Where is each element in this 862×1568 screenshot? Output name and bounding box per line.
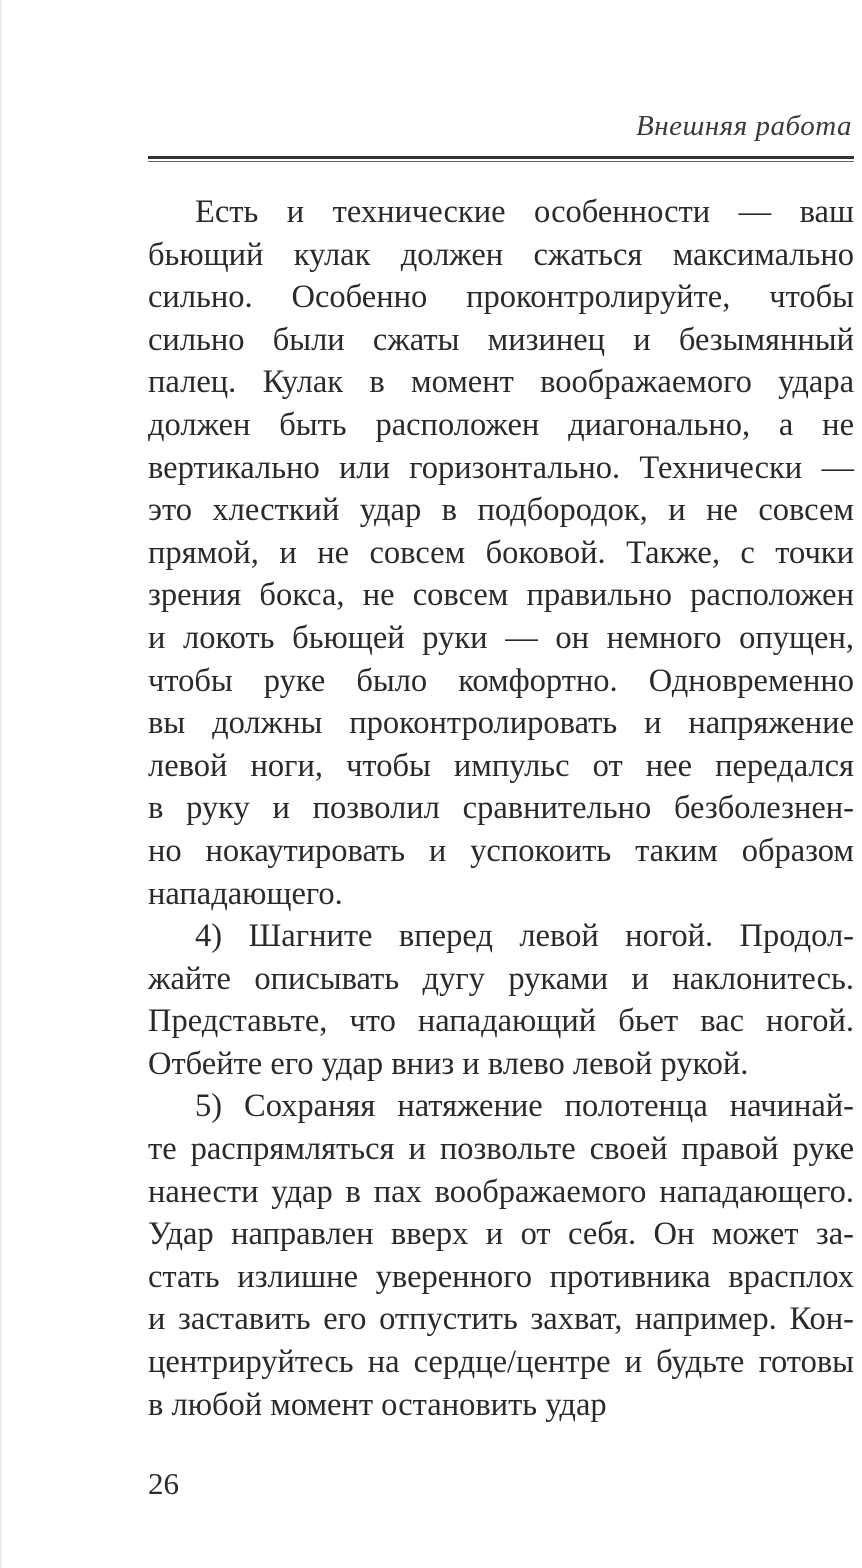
text-line: Удар направлен вверх и от себя. Он может за-	[148, 1216, 854, 1253]
text-line: в руку и позволил сравнительно безболезнен-	[148, 790, 854, 827]
text-line: стать излишне уверенного противника врасплох	[148, 1258, 854, 1295]
text-line: вертикально или горизонтально. Технически —	[148, 449, 854, 486]
text-line: это хлесткий удар в подбородок, и не совсем	[148, 492, 854, 529]
header-rule	[148, 156, 854, 162]
text-line: в любой момент остановить удар	[148, 1386, 607, 1423]
text-line: палец. Кулак в момент воображаемого удара	[148, 364, 854, 401]
page-edge-shadow	[0, 0, 3, 1568]
text-line: вы должны проконтролировать и напряжение	[148, 705, 854, 742]
text-line: чтобы руке было комфортно. Одновременно	[148, 662, 854, 699]
text-line: и локоть бьющей руки — он немного опущен,	[148, 619, 854, 656]
text-line: Есть и технические особенности — ваш	[195, 194, 854, 230]
text-line: и заставить его отпустить захват, например. Кон-	[148, 1301, 854, 1338]
text-line: жайте описывать дугу руками и наклонитесь.	[148, 960, 854, 997]
text-line: центрируйтесь на сердце/центре и будьте готовы	[148, 1344, 854, 1381]
text-line: Отбейте его удар вниз и влево левой рукой.	[148, 1045, 749, 1082]
text-line: левой ноги, чтобы импульс от нее передался	[148, 747, 854, 784]
text-line: 4) Шагните вперед левой ногой. Продол-	[195, 918, 854, 955]
text-line: 5) Сохраняя натяжение полотенца начинай-	[195, 1088, 854, 1125]
text-line: сильно. Особенно проконтролируйте, чтобы	[148, 279, 854, 316]
text-line: должен быть расположен диагонально, а не	[148, 406, 854, 443]
body-text	[148, 191, 854, 1426]
text-line: зрения бокса, не совсем правильно расположен	[148, 577, 854, 614]
page-number: 26	[148, 1466, 179, 1501]
text-line: но нокаутировать и успокоить таким образом	[148, 832, 854, 869]
text-line: нанести удар в пах воображаемого нападающего.	[148, 1173, 854, 1210]
text-line: Представьте, что нападающий бьет вас ногой.	[148, 1003, 854, 1040]
text-line: нападающего.	[148, 875, 343, 912]
text-line: сильно были сжаты мизинец и безымянный	[148, 321, 854, 358]
text-line: те распрямляться и позвольте своей правой руке	[148, 1131, 854, 1168]
text-line: бьющий кулак должен сжаться максимально	[148, 236, 854, 273]
running-header-title: Внешняя работа	[636, 110, 852, 142]
text-line: прямой, и не совсем боковой. Также, с точки	[148, 534, 854, 571]
